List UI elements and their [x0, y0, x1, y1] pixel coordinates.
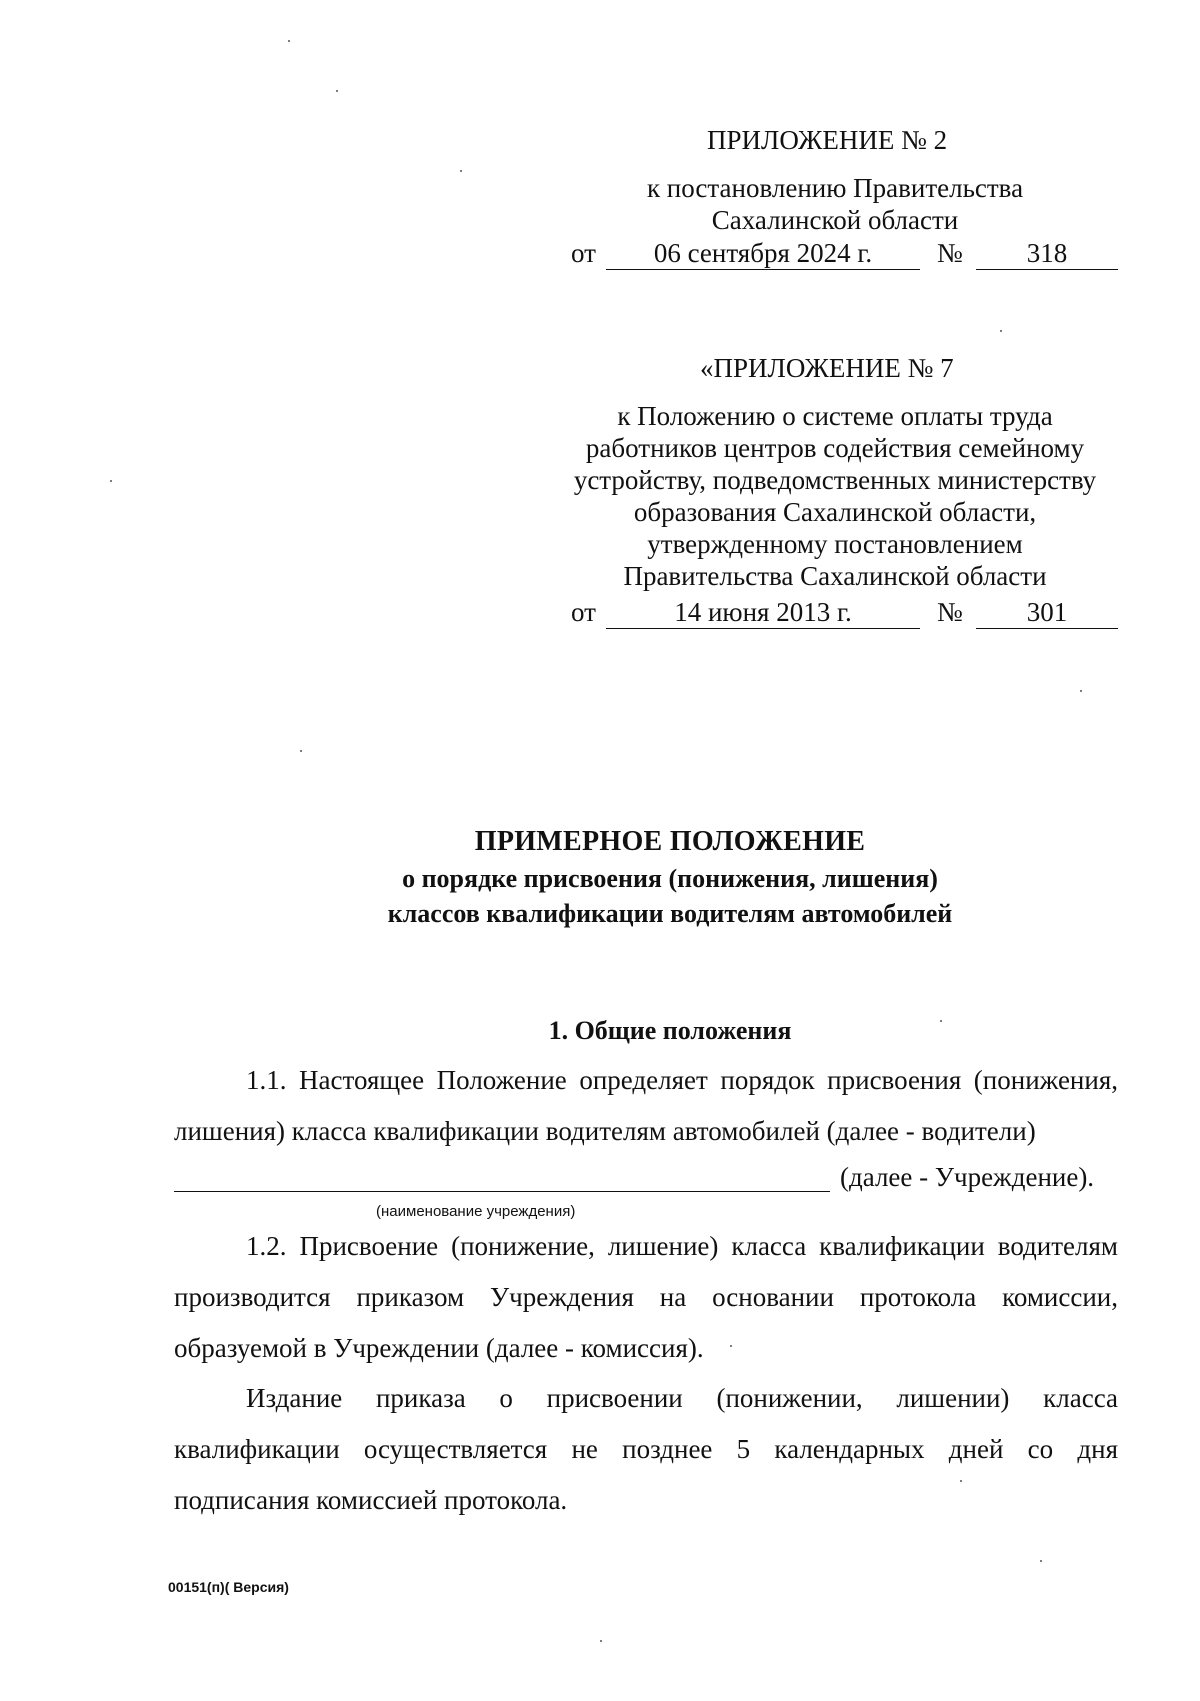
scan-speck — [300, 750, 302, 752]
paragraph-1-1-text: 1.1. Настоящее Положение определяет порядок присвоения (понижения, лишения) класса квалификации водителям автомобилей (далее - водители) — [174, 1065, 1118, 1146]
institution-after-blank: (далее - Учреждение). — [840, 1162, 1095, 1192]
scan-speck — [600, 1640, 602, 1642]
title-sub-1: о порядке присвоения (понижения, лишения) — [402, 864, 938, 893]
section-heading: 1. Общие положения — [548, 1016, 792, 1045]
document-title — [160, 825, 1180, 931]
footer-code: 00151(п)( Версия) — [168, 1579, 289, 1595]
appendix-7-line: устройству, подведомственных министерству — [573, 465, 1097, 495]
appendix-7-line: к Положению о системе оплаты труда — [617, 401, 1053, 431]
scan-speck — [336, 90, 338, 92]
paragraph-1-1 — [174, 1055, 1118, 1157]
scan-speck — [288, 40, 290, 42]
appendix-7-line: утвержденному постановлением — [647, 529, 1023, 559]
appendix-7-line: Правительства Сахалинской области — [623, 561, 1047, 591]
scan-speck — [730, 1345, 732, 1347]
scan-speck — [460, 170, 462, 172]
scan-speck — [1000, 330, 1002, 332]
appendix-2-number-label: № — [937, 238, 963, 268]
scan-speck — [1040, 1560, 1042, 1562]
scan-speck — [110, 480, 112, 482]
title-sub-2: классов квалификации водителям автомобилей — [387, 899, 953, 928]
paragraph-order — [174, 1373, 1118, 1526]
appendix-7-line: образования Сахалинской области, — [633, 497, 1037, 527]
appendix-7-from-label: от — [571, 597, 596, 627]
paragraph-order-text: Издание приказа о присвоении (понижении, лишении) класса квалификации осуществляется не позднее 5 календарных дней со дня подписания комиссией протокола. — [174, 1383, 1118, 1515]
institution-name-row — [174, 1160, 1118, 1194]
scan-speck — [940, 1020, 942, 1022]
appendix-7-number-label: № — [937, 597, 963, 627]
appendix-2-line2: Сахалинской области — [711, 205, 959, 235]
appendix-2-date: 06 сентября 2024 г. — [606, 237, 920, 270]
scan-speck — [960, 1480, 962, 1482]
appendix-2-number: 318 — [976, 237, 1118, 270]
appendix-7-title: «ПРИЛОЖЕНИЕ № 7 — [700, 353, 954, 383]
appendix-2-title: ПРИЛОЖЕНИЕ № 2 — [707, 125, 948, 155]
appendix-2-line1: к постановлению Правительства — [646, 173, 1024, 203]
title-main: ПРИМЕРНОЕ ПОЛОЖЕНИЕ — [474, 826, 866, 857]
institution-name-blank — [174, 1160, 830, 1192]
institution-name-hint: (наименование учреждения) — [376, 1203, 576, 1220]
appendix-7-date: 14 июня 2013 г. — [606, 596, 920, 629]
paragraph-1-2-text: 1.2. Присвоение (понижение, лишение) класса квалификации водителям производится приказом Учреждения на основании протокола комиссии, образуемой в Учреждении (далее - комиссия). — [174, 1231, 1118, 1363]
appendix-7-line: работников центров содействия семейному — [585, 433, 1085, 463]
appendix-7-number: 301 — [976, 596, 1118, 629]
appendix-2-from-label: от — [571, 238, 596, 268]
scan-speck — [1080, 690, 1082, 692]
paragraph-1-2 — [174, 1221, 1118, 1374]
